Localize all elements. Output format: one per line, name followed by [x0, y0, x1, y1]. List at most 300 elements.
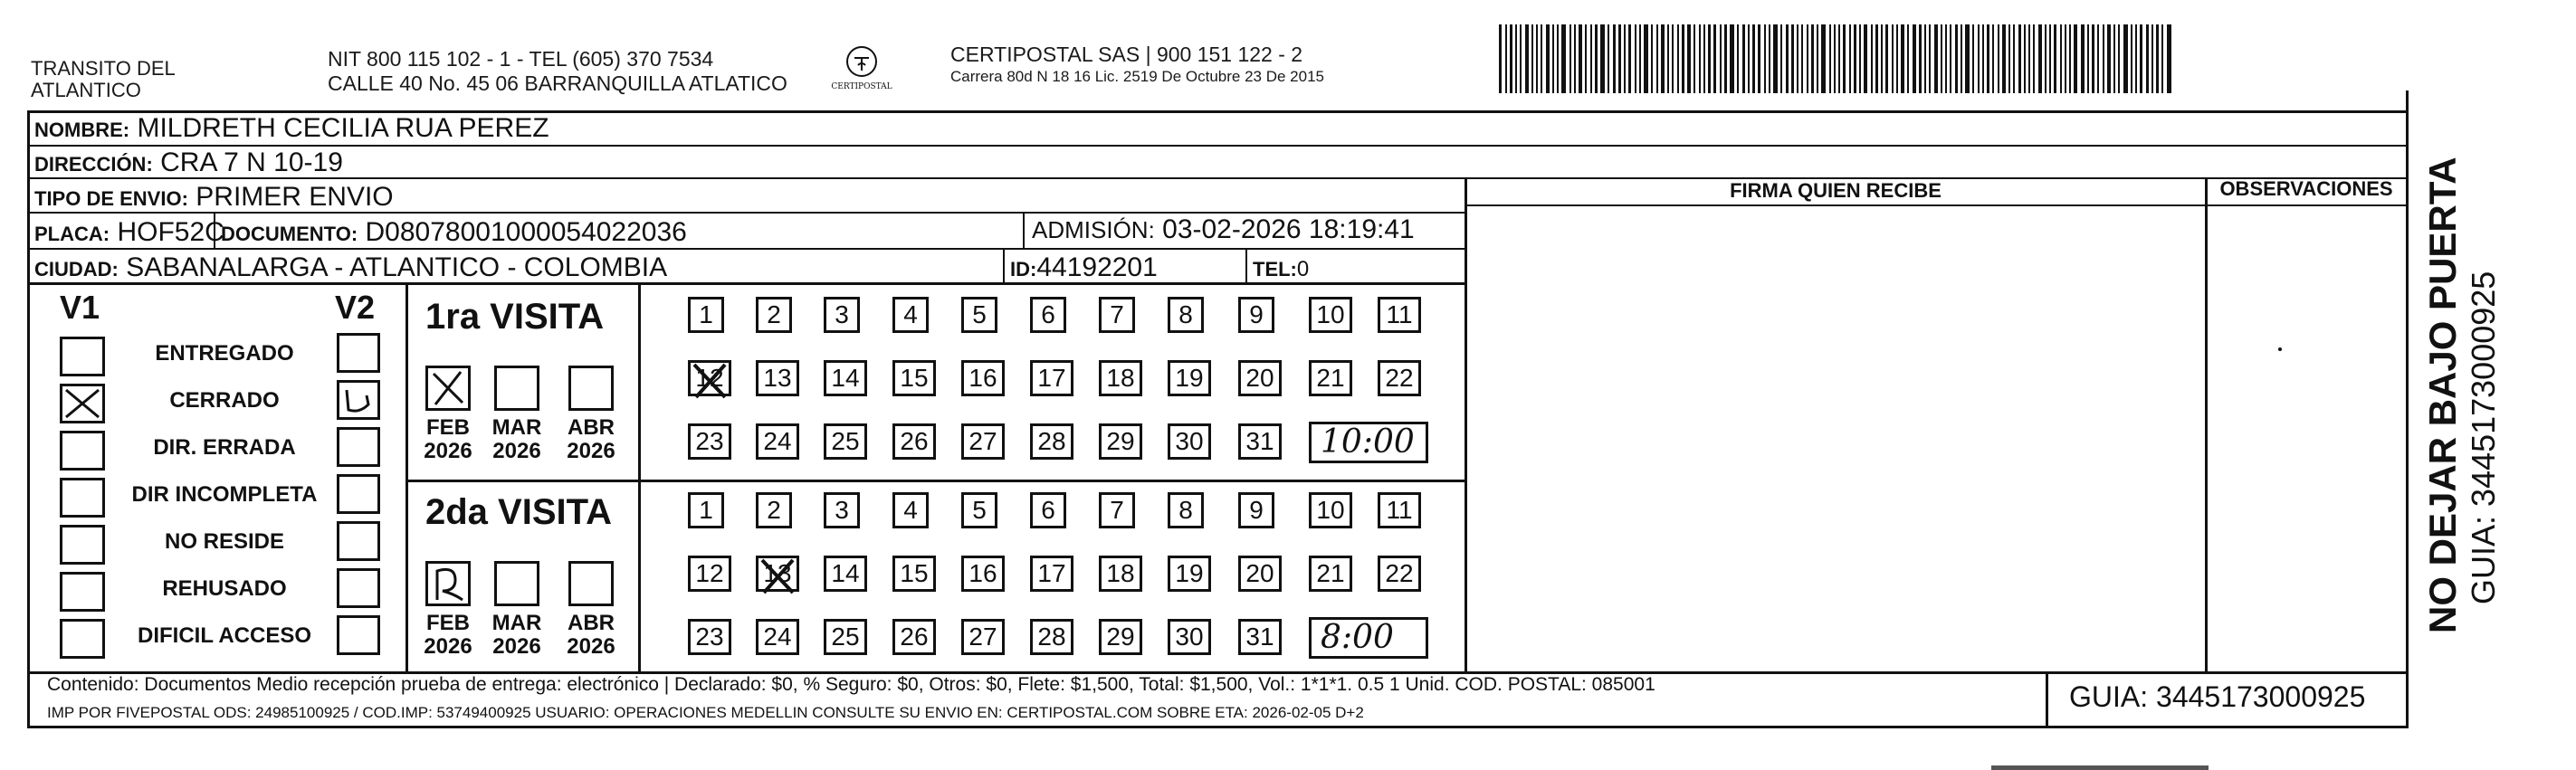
visit-title: 1ra VISITA: [425, 297, 605, 337]
day-21-box[interactable]: 21: [1309, 556, 1352, 592]
visit-time: 8:00: [1321, 619, 1394, 656]
barcode-bar: [2008, 24, 2010, 93]
barcode-bar: [1817, 24, 1818, 93]
barcode-bar: [1585, 24, 1587, 93]
document-value: D08078001000054022036: [365, 217, 687, 247]
barcode-bar: [2167, 24, 2171, 93]
day-25-box[interactable]: 25: [824, 423, 867, 460]
ship-type-label: TIPO DE ENVIO:: [34, 187, 188, 210]
document-cell: [221, 218, 687, 249]
day-25-box[interactable]: 25: [824, 619, 867, 655]
v2-checkbox[interactable]: [337, 474, 380, 514]
footer-guia: GUIA: 3445173000925: [2069, 680, 2366, 713]
license-line: Carrera 80d N 18 16 Lic. 2519 De Octubre 23 De 2015: [950, 68, 1324, 85]
name-row: [34, 114, 549, 145]
name-label: NOMBRE:: [34, 119, 130, 141]
city-value: SABANALARGA - ATLANTICO - COLOMBIA: [126, 252, 668, 282]
sig-col-left: [1465, 177, 1467, 673]
barcode-bar: [1590, 24, 1592, 93]
tel-value: 0: [1296, 257, 1310, 281]
torn-edge-mark: [1991, 765, 2209, 770]
barcode-bar: [1965, 24, 1970, 93]
day-16-box[interactable]: 16: [961, 360, 1005, 396]
barcode-bar: [1786, 24, 1789, 93]
day-9-box[interactable]: 9: [1238, 492, 1274, 528]
day-12-box[interactable]: 12: [688, 556, 731, 592]
barcode-bar: [1801, 24, 1803, 93]
frame-left: [27, 110, 30, 727]
barcode-bar: [2002, 24, 2006, 93]
day-10-box[interactable]: 10: [1309, 297, 1352, 333]
status-option-label: DIFICIL ACCESO: [137, 623, 311, 648]
day-27-box[interactable]: 27: [961, 423, 1005, 460]
admission-label: ADMISIÓN:: [1032, 216, 1155, 243]
barcode-bar: [1520, 24, 1522, 93]
day-22-box[interactable]: 22: [1378, 556, 1421, 592]
day-26-box[interactable]: 26: [892, 619, 936, 655]
barcode-bar: [1724, 24, 1727, 93]
city-label: CIUDAD:: [34, 258, 119, 280]
barcode-bar: [2028, 24, 2030, 93]
v1-checkbox[interactable]: [60, 431, 105, 471]
barcode-bar: [1907, 24, 1909, 93]
barcode-bar: [1913, 24, 1916, 93]
day-16-box[interactable]: 16: [961, 556, 1005, 592]
status-panel-right: [405, 284, 408, 673]
barcode-bar: [2087, 24, 2089, 93]
address-row: [34, 148, 343, 179]
x-mark-icon: [62, 386, 102, 421]
barcode-bar: [2140, 24, 2142, 93]
plate-value: HOF52C: [117, 217, 224, 247]
day-24-box[interactable]: 24: [756, 619, 799, 655]
month-label: [413, 416, 483, 463]
day-15-box[interactable]: 15: [892, 360, 936, 396]
barcode-bar: [1510, 24, 1512, 93]
day-10-box[interactable]: 10: [1309, 492, 1352, 528]
day-14-box[interactable]: 14: [824, 360, 867, 396]
day-15-box[interactable]: 15: [892, 556, 936, 592]
x-mark-icon: [428, 368, 468, 408]
month-year: 2026: [492, 634, 541, 659]
month-label: [482, 612, 552, 659]
certipostal-logo: [831, 45, 892, 100]
frame-right: [2406, 90, 2409, 727]
company-line: CERTIPOSTAL SAS | 900 151 122 - 2: [950, 43, 1303, 66]
barcode-bar: [1773, 24, 1778, 93]
day-6-box[interactable]: 6: [1030, 297, 1066, 333]
barcode-bar: [1896, 24, 1898, 93]
day-23-box[interactable]: 23: [688, 619, 731, 655]
observations-header: OBSERVACIONES: [2219, 177, 2393, 200]
id-cell: [1010, 253, 1158, 284]
issuer-line-2: ATLANTICO: [31, 79, 141, 101]
day-24-box[interactable]: 24: [756, 423, 799, 460]
ship-type-row: [34, 183, 394, 214]
barcode-bar: [1635, 24, 1636, 93]
month-name: MAR: [491, 415, 542, 440]
barcode-bar: [2161, 24, 2163, 93]
barcode-bar: [1677, 24, 1679, 93]
barcode-bar: [1929, 24, 1931, 93]
day-28-box[interactable]: 28: [1030, 619, 1073, 655]
barcode-bar: [1579, 24, 1582, 93]
barcode-bar: [1941, 24, 1942, 93]
month-year: 2026: [492, 439, 541, 463]
status-option-label: DIR INCOMPLETA: [131, 482, 318, 507]
barcode-bar: [2118, 24, 2120, 93]
barcode-bar: [1780, 24, 1782, 93]
day-1-box[interactable]: 1: [688, 297, 724, 333]
day-13-box[interactable]: 13: [756, 556, 799, 592]
ship-type-value: PRIMER ENVIO: [196, 182, 394, 212]
barcode-bar: [1608, 24, 1609, 93]
day-18-box[interactable]: 18: [1099, 556, 1142, 592]
v2-checkbox[interactable]: [337, 568, 380, 608]
day-12-box[interactable]: 12: [688, 360, 731, 396]
barcode-bar: [1713, 24, 1716, 93]
recipient-address: CRA 7 N 10-19: [160, 147, 343, 177]
day-18-box[interactable]: 18: [1099, 360, 1142, 396]
barcode-bar: [2018, 24, 2021, 93]
status-option-label: CERRADO: [169, 388, 280, 413]
v2-checkbox[interactable]: [337, 615, 380, 655]
barcode-bar: [1569, 24, 1571, 93]
day-8-box[interactable]: 8: [1168, 492, 1204, 528]
rule-1: [27, 145, 2408, 147]
day-27-box[interactable]: 27: [961, 619, 1005, 655]
barcode-bar: [1924, 24, 1926, 93]
month-name: FEB: [426, 415, 470, 440]
barcode-bar: [1758, 24, 1760, 93]
status-option-label: NO RESIDE: [164, 529, 285, 554]
month-year: 2026: [567, 634, 615, 659]
nit-line: NIT 800 115 102 - 1 - TEL (605) 370 7534: [328, 47, 714, 71]
barcode-bar: [2045, 24, 2046, 93]
day-7-box[interactable]: 7: [1099, 297, 1135, 333]
imp-line: IMP POR FIVEPOSTAL ODS: 24985100925 / COD.IMP: 53749400925 USUARIO: OPERACIONES MEDELLIN CONSULTE SU ENVIO EN: CERTIPOSTAL.COM SOBRE ETA: 2026-02-05 D+2: [47, 704, 1364, 721]
barcode-bar: [1807, 24, 1808, 93]
company-info: [950, 42, 1324, 87]
barcode-bar: [1797, 24, 1798, 93]
barcode-bar: [1687, 24, 1691, 93]
barcode-bar: [1737, 24, 1739, 93]
barcode-bar: [2013, 24, 2015, 93]
barcode-bar: [2135, 24, 2137, 93]
month-label: [413, 612, 483, 659]
barcode-bar: [2092, 24, 2094, 93]
barcode-bar: [1849, 24, 1851, 93]
barcode-bar: [1901, 24, 1904, 93]
v1-checkbox[interactable]: [60, 619, 105, 659]
barcode-bar: [1708, 24, 1711, 93]
month-label: [556, 612, 626, 659]
recipient-name: MILDRETH CECILIA RUA PEREZ: [137, 113, 549, 143]
barcode-bar: [2049, 24, 2051, 93]
barcode-bar: [1978, 24, 1980, 93]
barcode-bar: [1871, 24, 1873, 93]
barcode: [1499, 24, 2183, 93]
barcode-bar: [2113, 24, 2115, 93]
day-4-box[interactable]: 4: [892, 492, 929, 528]
day-31-box[interactable]: 31: [1238, 619, 1282, 655]
v2-label: V2: [335, 289, 376, 326]
barcode-bar: [1730, 24, 1734, 93]
barcode-bar: [2024, 24, 2026, 93]
barcode-bar: [2146, 24, 2149, 93]
barcode-bar: [1656, 24, 1658, 93]
day-19-box[interactable]: 19: [1168, 556, 1211, 592]
visit-title: 2da VISITA: [425, 492, 612, 532]
barcode-bar: [2107, 24, 2111, 93]
v1-checkbox[interactable]: [60, 525, 105, 565]
x-mark-icon: [757, 555, 800, 598]
barcode-bar: [1628, 24, 1631, 93]
barcode-bar: [1639, 24, 1641, 93]
month-year: 2026: [424, 439, 472, 463]
day-8-box[interactable]: 8: [1168, 297, 1204, 333]
no-dejar-bajo-puerta: NO DEJAR BAJO PUERTA: [2421, 157, 2464, 633]
tel-divider: [1245, 250, 1247, 284]
barcode-bar: [1998, 24, 1999, 93]
barcode-bar: [1600, 24, 1605, 93]
day-30-box[interactable]: 30: [1168, 423, 1211, 460]
visit-time-box[interactable]: [1309, 422, 1428, 463]
status-option-label: REHUSADO: [162, 576, 287, 601]
barcode-bar: [2074, 24, 2077, 93]
month-checkbox[interactable]: [494, 366, 539, 411]
barcode-bar: [1982, 24, 1984, 93]
barcode-bar: [1682, 24, 1684, 93]
month-name: ABR: [568, 415, 615, 440]
contents-line: Contenido: Documentos Medio recepción prueba de entrega: electrónico | Declarado: $0, % Seguro: $0, Otros: $0, Flete: $1,500, Total: $1,500, Vol.: 1*1*1. 0.5 1 Unid. COD. POSTAL: 085001: [47, 674, 1655, 695]
barcode-bar: [1752, 24, 1755, 93]
id-divider: [1003, 250, 1005, 284]
barcode-bar: [2097, 24, 2099, 93]
signature-header: FIRMA QUIEN RECIBE: [1730, 179, 1942, 202]
tel-label: TEL:: [1253, 258, 1297, 280]
barcode-bar: [2054, 24, 2056, 93]
barcode-bar: [1525, 24, 1529, 93]
barcode-bar: [1811, 24, 1814, 93]
visit-time-box[interactable]: [1309, 617, 1428, 659]
frame-bottom: [27, 726, 2409, 728]
day-29-box[interactable]: 29: [1099, 619, 1142, 655]
barcode-bar: [1515, 24, 1517, 93]
barcode-bar: [2069, 24, 2071, 93]
month-name: FEB: [426, 611, 470, 635]
barcode-bar: [1859, 24, 1861, 93]
barcode-bar: [1552, 24, 1554, 93]
barcode-bar: [2065, 24, 2066, 93]
day-4-box[interactable]: 4: [892, 297, 929, 333]
barcode-bar: [2156, 24, 2159, 93]
barcode-bar: [1821, 24, 1826, 93]
barcode-bar: [1919, 24, 1922, 93]
month-checkbox[interactable]: [568, 561, 614, 606]
v2-checkbox[interactable]: [337, 521, 380, 561]
v2-checkbox[interactable]: [337, 427, 380, 467]
day-19-box[interactable]: 19: [1168, 360, 1211, 396]
barcode-bar: [1764, 24, 1766, 93]
v2-checkbox[interactable]: [337, 380, 380, 420]
barcode-bar: [1885, 24, 1888, 93]
admission-cell: [1032, 215, 1415, 244]
day-5-box[interactable]: 5: [961, 297, 997, 333]
barcode-bar: [1557, 24, 1559, 93]
status-option-label: ENTREGADO: [155, 341, 294, 366]
visit-time: 10:00: [1321, 423, 1415, 461]
visit-divider: [405, 480, 1466, 482]
barcode-bar: [2060, 24, 2062, 93]
barcode-bar: [1769, 24, 1770, 93]
barcode-bar: [2033, 24, 2035, 93]
barcode-bar: [1499, 24, 1502, 93]
day-17-box[interactable]: 17: [1030, 556, 1073, 592]
barcode-bar: [1961, 24, 1962, 93]
admission-divider: [1023, 214, 1025, 250]
day-20-box[interactable]: 20: [1238, 360, 1282, 396]
barcode-bar: [1838, 24, 1840, 93]
issuer-contact: [328, 47, 787, 96]
day-3-box[interactable]: 3: [824, 492, 860, 528]
barcode-bar: [1644, 24, 1648, 93]
day-29-box[interactable]: 29: [1099, 423, 1142, 460]
day-1-box[interactable]: 1: [688, 492, 724, 528]
day-30-box[interactable]: 30: [1168, 619, 1211, 655]
day-5-box[interactable]: 5: [961, 492, 997, 528]
day-9-box[interactable]: 9: [1238, 297, 1274, 333]
barcode-bar: [1661, 24, 1665, 93]
barcode-bar: [1987, 24, 1989, 93]
month-checkbox[interactable]: [425, 366, 471, 411]
day-6-box[interactable]: 6: [1030, 492, 1066, 528]
barcode-bar: [2103, 24, 2104, 93]
barcode-bar: [1624, 24, 1626, 93]
day-11-box[interactable]: 11: [1378, 297, 1421, 333]
status-option-label: DIR. ERRADA: [153, 435, 296, 460]
barcode-bar: [1672, 24, 1674, 93]
id-label: ID:: [1010, 258, 1037, 280]
day-23-box[interactable]: 23: [688, 423, 731, 460]
v1-checkbox[interactable]: [60, 384, 105, 423]
day-17-box[interactable]: 17: [1030, 360, 1073, 396]
barcode-bar: [1720, 24, 1722, 93]
barcode-bar: [1864, 24, 1867, 93]
barcode-bar: [1950, 24, 1951, 93]
barcode-bar: [1742, 24, 1745, 93]
document-label: DOCUMENTO:: [221, 223, 358, 245]
col-head-bottom: [1465, 204, 2408, 206]
barcode-bar: [1748, 24, 1750, 93]
barcode-bar: [1531, 24, 1533, 93]
footer-divider: [2046, 671, 2048, 727]
month-year: 2026: [424, 634, 472, 659]
day-14-box[interactable]: 14: [824, 556, 867, 592]
day-22-box[interactable]: 22: [1378, 360, 1421, 396]
certipostal-logo-icon: [844, 45, 880, 78]
v1-checkbox[interactable]: [60, 572, 105, 612]
obs-col-left: [2205, 177, 2208, 673]
logo-text: CERTIPOSTAL: [831, 82, 892, 91]
barcode-bar: [1536, 24, 1538, 93]
month-label: [556, 416, 626, 463]
day-21-box[interactable]: 21: [1309, 360, 1352, 396]
barcode-bar: [1881, 24, 1883, 93]
barcode-bar: [1854, 24, 1856, 93]
address-line: CALLE 40 No. 45 06 BARRANQUILLA ATLATICO: [328, 71, 787, 95]
plate-label: PLACA:: [34, 223, 110, 245]
barcode-bar: [1892, 24, 1894, 93]
barcode-bar: [1693, 24, 1695, 93]
v2-checkbox[interactable]: [337, 333, 380, 373]
barcode-bar: [1875, 24, 1878, 93]
day-11-box[interactable]: 11: [1378, 492, 1421, 528]
month-checkbox[interactable]: [425, 561, 471, 606]
barcode-bar: [1667, 24, 1669, 93]
address-label: DIRECCIÓN:: [34, 153, 153, 176]
month-checkbox[interactable]: [494, 561, 539, 606]
barcode-bar: [1955, 24, 1958, 93]
barcode-bar: [1934, 24, 1938, 93]
day-13-box[interactable]: 13: [756, 360, 799, 396]
visit-month-divider: [638, 284, 641, 673]
barcode-bar: [2151, 24, 2153, 93]
x-mark-icon: [689, 359, 732, 403]
barcode-bar: [1699, 24, 1701, 93]
admission-value: 03-02-2026 18:19:41: [1162, 214, 1415, 244]
barcode-bar: [1843, 24, 1846, 93]
day-28-box[interactable]: 28: [1030, 423, 1073, 460]
month-name: ABR: [568, 611, 615, 635]
issuer-name: [31, 58, 176, 101]
barcode-bar: [1834, 24, 1836, 93]
day-3-box[interactable]: 3: [824, 297, 860, 333]
barcode-bar: [1618, 24, 1621, 93]
day-2-box[interactable]: 2: [756, 492, 792, 528]
barcode-bar: [1561, 24, 1566, 93]
plate-cell: [34, 218, 224, 249]
v1-checkbox[interactable]: [60, 478, 105, 518]
id-value: 44192201: [1036, 252, 1158, 282]
day-2-box[interactable]: 2: [756, 297, 792, 333]
barcode-bar: [1703, 24, 1705, 93]
day-31-box[interactable]: 31: [1238, 423, 1282, 460]
handwritten-check-icon: [339, 383, 377, 417]
side-guia: GUIA: 3445173000925: [2465, 271, 2502, 604]
barcode-bar: [1574, 24, 1576, 93]
barcode-bar: [2123, 24, 2128, 93]
barcode-bar: [1945, 24, 1947, 93]
tel-cell: [1253, 255, 1309, 284]
barcode-bar: [1791, 24, 1794, 93]
stray-mark: [2278, 347, 2282, 351]
barcode-bar: [1972, 24, 1974, 93]
barcode-bar: [1541, 24, 1542, 93]
issuer-line-1: TRANSITO DEL: [31, 57, 176, 80]
day-20-box[interactable]: 20: [1238, 556, 1282, 592]
barcode-bar: [1651, 24, 1653, 93]
day-7-box[interactable]: 7: [1099, 492, 1135, 528]
barcode-bar: [1546, 24, 1550, 93]
barcode-bar: [1992, 24, 1994, 93]
barcode-bar: [1595, 24, 1598, 93]
month-label: [482, 416, 552, 463]
day-26-box[interactable]: 26: [892, 423, 936, 460]
v1-checkbox[interactable]: [60, 337, 105, 376]
month-checkbox[interactable]: [568, 366, 614, 411]
barcode-bar: [2131, 24, 2132, 93]
